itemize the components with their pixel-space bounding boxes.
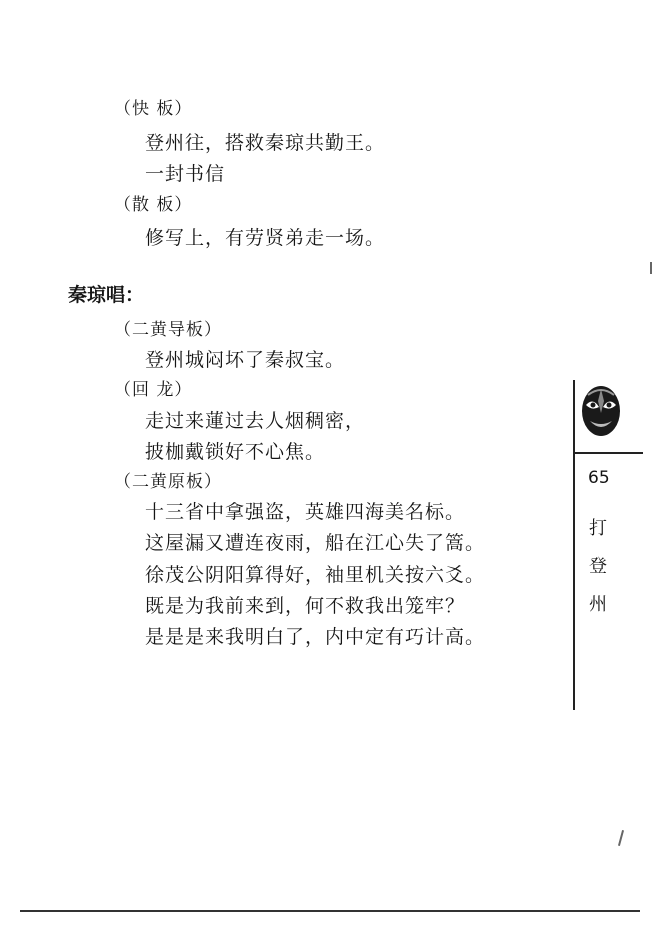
- lyric-line: 徐茂公阴阳算得好，袖里机关按六爻。: [145, 564, 486, 586]
- scan-speck: [650, 262, 652, 274]
- chapter-title-char: 州: [589, 594, 607, 615]
- scan-speck: [618, 830, 624, 846]
- lyric-line: 走过来蓮过去人烟稠密，: [145, 410, 366, 432]
- margin-horizontal-rule: [575, 452, 643, 454]
- chapter-title-vertical: [588, 510, 608, 624]
- tempo-marker: （二黄导板）: [114, 320, 222, 340]
- speaker-label: 秦琼唱：: [68, 284, 145, 306]
- tempo-marker: （快 板）: [114, 99, 193, 119]
- lyric-line: 修写上，有劳贤弟走一场。: [145, 227, 386, 249]
- lyric-line: 既是为我前来到，何不救我出笼牢？: [145, 595, 466, 617]
- lyric-line: 十三省中拿强盗，英雄四海美名标。: [145, 501, 466, 523]
- lyric-line: 登州城闷坏了秦叔宝。: [145, 349, 346, 371]
- page-number: 65: [588, 468, 610, 488]
- opera-mask-icon: [580, 383, 622, 443]
- page-bottom-rule: [20, 910, 640, 912]
- tempo-marker: （回 龙）: [114, 380, 193, 400]
- tempo-marker: （散 板）: [114, 195, 193, 215]
- chapter-title-char: 登: [589, 556, 607, 577]
- lyric-line: 一封书信: [145, 163, 226, 185]
- lyric-line: 是是是来我明白了，内中定有巧计高。: [145, 626, 486, 648]
- lyric-line: 披枷戴锁好不心焦。: [145, 441, 326, 463]
- lyric-line: 登州往，搭救秦琼共勤王。: [145, 132, 386, 154]
- tempo-marker: （二黄原板）: [114, 472, 222, 492]
- chapter-title-char: 打: [589, 518, 607, 539]
- margin-vertical-rule: [573, 380, 575, 710]
- lyric-line: 这屋漏又遭连夜雨，船在江心失了篙。: [145, 532, 486, 554]
